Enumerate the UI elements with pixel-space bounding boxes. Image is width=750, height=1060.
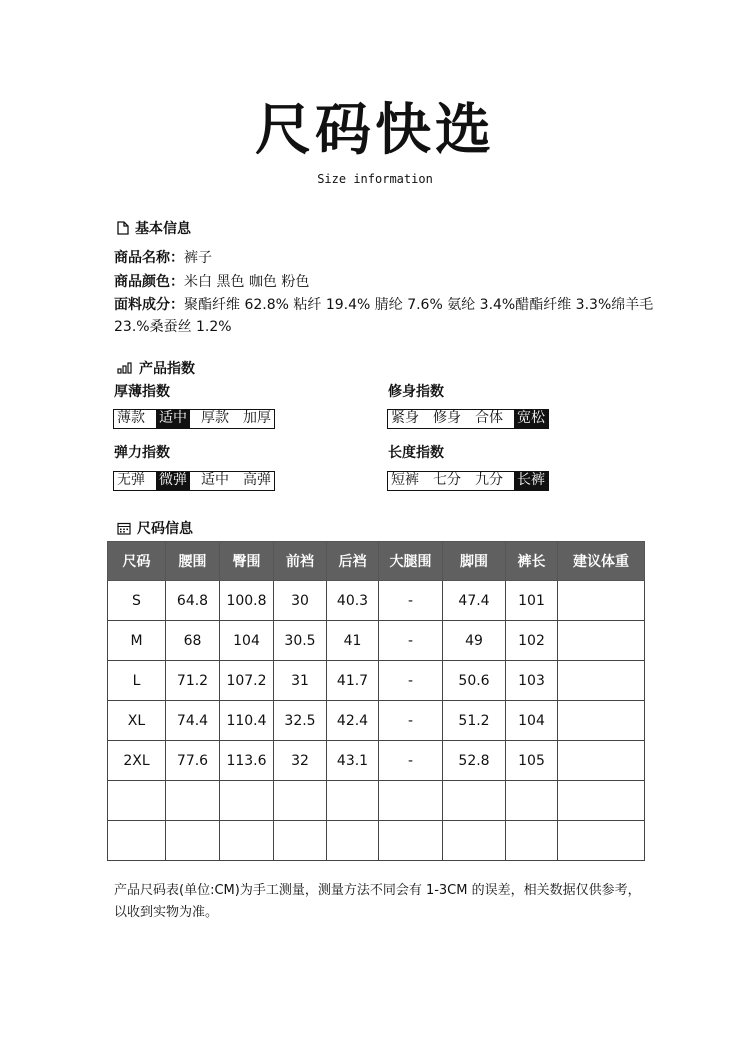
length-index-scale	[387, 471, 549, 491]
measurement-note: 产品尺码表(单位:CM)为手工测量，测量方法不同会有 1-3CM 的误差，相关数据仅供参考，以收到实物为准。	[114, 883, 641, 920]
table-cell: 47.4	[443, 581, 506, 621]
size-info-heading-text: 尺码信息	[137, 521, 193, 537]
table-cell: -	[379, 701, 443, 741]
table-cell: 100.8	[220, 581, 274, 621]
table-cell	[166, 781, 220, 821]
index-option: 薄款	[117, 410, 145, 426]
table-cell: 31	[274, 661, 327, 701]
size-table-header	[108, 542, 645, 581]
table-cell: 41	[327, 621, 379, 661]
product-color-label: 商品颜色：	[114, 274, 184, 290]
table-cell	[108, 821, 166, 861]
table-cell	[558, 621, 645, 661]
size-table	[107, 541, 645, 861]
table-cell: 102	[506, 621, 558, 661]
table-cell: M	[108, 621, 166, 661]
table-cell: 2XL	[108, 741, 166, 781]
length-index-label: 长度指数	[388, 445, 444, 461]
thickness-index-label: 厚薄指数	[114, 384, 170, 400]
table-cell	[558, 581, 645, 621]
bar-chart-icon	[117, 362, 133, 374]
product-name-value: 裤子	[184, 250, 212, 266]
table-cell: 43.1	[327, 741, 379, 781]
index-option: 长裤	[514, 472, 548, 490]
table-row	[108, 781, 645, 821]
index-option: 合体	[475, 410, 503, 426]
size-info-heading	[117, 518, 193, 538]
table-cell: 68	[166, 621, 220, 661]
table-cell: 113.6	[220, 741, 274, 781]
table-cell: 42.4	[327, 701, 379, 741]
fit-index-label: 修身指数	[388, 384, 444, 400]
column-header: 裤长	[506, 542, 558, 581]
table-cell	[327, 781, 379, 821]
product-color-row	[114, 272, 654, 292]
table-cell	[220, 821, 274, 861]
index-option: 短裤	[391, 472, 419, 488]
table-cell	[506, 821, 558, 861]
table-cell: 40.3	[327, 581, 379, 621]
column-header: 后裆	[327, 542, 379, 581]
index-option: 紧身	[391, 410, 419, 426]
product-color-value: 米白 黑色 咖色 粉色	[184, 274, 310, 290]
table-cell: 107.2	[220, 661, 274, 701]
table-row	[108, 661, 645, 701]
product-name-row	[114, 248, 654, 268]
basic-info-heading-text: 基本信息	[135, 221, 191, 237]
table-cell	[327, 821, 379, 861]
table-cell: 50.6	[443, 661, 506, 701]
table-cell	[558, 781, 645, 821]
table-cell	[558, 741, 645, 781]
calendar-grid-icon	[117, 522, 131, 535]
thickness-index-scale	[113, 409, 275, 429]
column-header: 前裆	[274, 542, 327, 581]
product-name-label: 商品名称：	[114, 250, 184, 266]
table-cell: XL	[108, 701, 166, 741]
table-cell: L	[108, 661, 166, 701]
table-cell: 32.5	[274, 701, 327, 741]
fabric-row	[114, 294, 654, 338]
table-cell: 104	[220, 621, 274, 661]
table-cell	[443, 821, 506, 861]
table-cell: 104	[506, 701, 558, 741]
index-option: 厚款	[201, 410, 229, 426]
table-cell: 110.4	[220, 701, 274, 741]
fabric-value: 聚酯纤维 62.8% 粘纤 19.4% 腈纶 7.6% 氨纶 3.4%醋酯纤维 3.3%绵羊毛 23.%桑蚕丝 1.2%	[114, 297, 654, 335]
column-header: 臀围	[220, 542, 274, 581]
table-cell: 49	[443, 621, 506, 661]
table-cell: 30.5	[274, 621, 327, 661]
table-cell: 103	[506, 661, 558, 701]
table-cell: 105	[506, 741, 558, 781]
document-icon	[117, 221, 129, 235]
product-index-heading	[117, 358, 195, 378]
table-cell: 52.8	[443, 741, 506, 781]
table-cell	[558, 821, 645, 861]
table-row	[108, 621, 645, 661]
column-header: 建议体重	[558, 542, 645, 581]
page-subtitle: Size information	[317, 172, 433, 186]
table-cell: 41.7	[327, 661, 379, 701]
table-cell: -	[379, 741, 443, 781]
index-option: 修身	[433, 410, 461, 426]
table-cell: 64.8	[166, 581, 220, 621]
table-row	[108, 701, 645, 741]
table-cell: 77.6	[166, 741, 220, 781]
column-header: 腰围	[166, 542, 220, 581]
table-cell: 101	[506, 581, 558, 621]
index-option: 无弹	[117, 472, 145, 488]
index-option: 七分	[433, 472, 461, 488]
fabric-label: 面料成分：	[114, 297, 184, 313]
table-cell	[558, 701, 645, 741]
table-cell: -	[379, 621, 443, 661]
index-option: 适中	[156, 410, 190, 428]
page-title: 尺码快选	[255, 98, 495, 163]
table-cell: 32	[274, 741, 327, 781]
table-cell	[166, 821, 220, 861]
basic-info-heading	[117, 218, 191, 238]
table-cell: 74.4	[166, 701, 220, 741]
table-cell	[274, 821, 327, 861]
index-option: 加厚	[243, 410, 271, 426]
table-cell	[274, 781, 327, 821]
index-option: 高弹	[243, 472, 271, 488]
column-header: 大腿围	[379, 542, 443, 581]
index-option: 适中	[201, 472, 229, 488]
stretch-index-scale	[113, 471, 275, 491]
column-header: 脚围	[443, 542, 506, 581]
table-row	[108, 581, 645, 621]
stretch-index-label: 弹力指数	[114, 445, 170, 461]
column-header: 尺码	[108, 542, 166, 581]
table-cell: 71.2	[166, 661, 220, 701]
index-option: 宽松	[514, 410, 548, 428]
table-cell: 30	[274, 581, 327, 621]
table-cell: 51.2	[443, 701, 506, 741]
table-cell	[108, 781, 166, 821]
table-cell	[443, 781, 506, 821]
index-option: 微弹	[156, 472, 190, 490]
table-cell	[379, 781, 443, 821]
table-cell	[220, 781, 274, 821]
table-row	[108, 821, 645, 861]
fit-index-scale	[387, 409, 549, 429]
table-cell: -	[379, 661, 443, 701]
table-cell: S	[108, 581, 166, 621]
table-row	[108, 741, 645, 781]
table-cell	[379, 821, 443, 861]
index-option: 九分	[475, 472, 503, 488]
table-cell	[506, 781, 558, 821]
table-cell	[558, 661, 645, 701]
table-cell: -	[379, 581, 443, 621]
product-index-heading-text: 产品指数	[139, 361, 195, 377]
